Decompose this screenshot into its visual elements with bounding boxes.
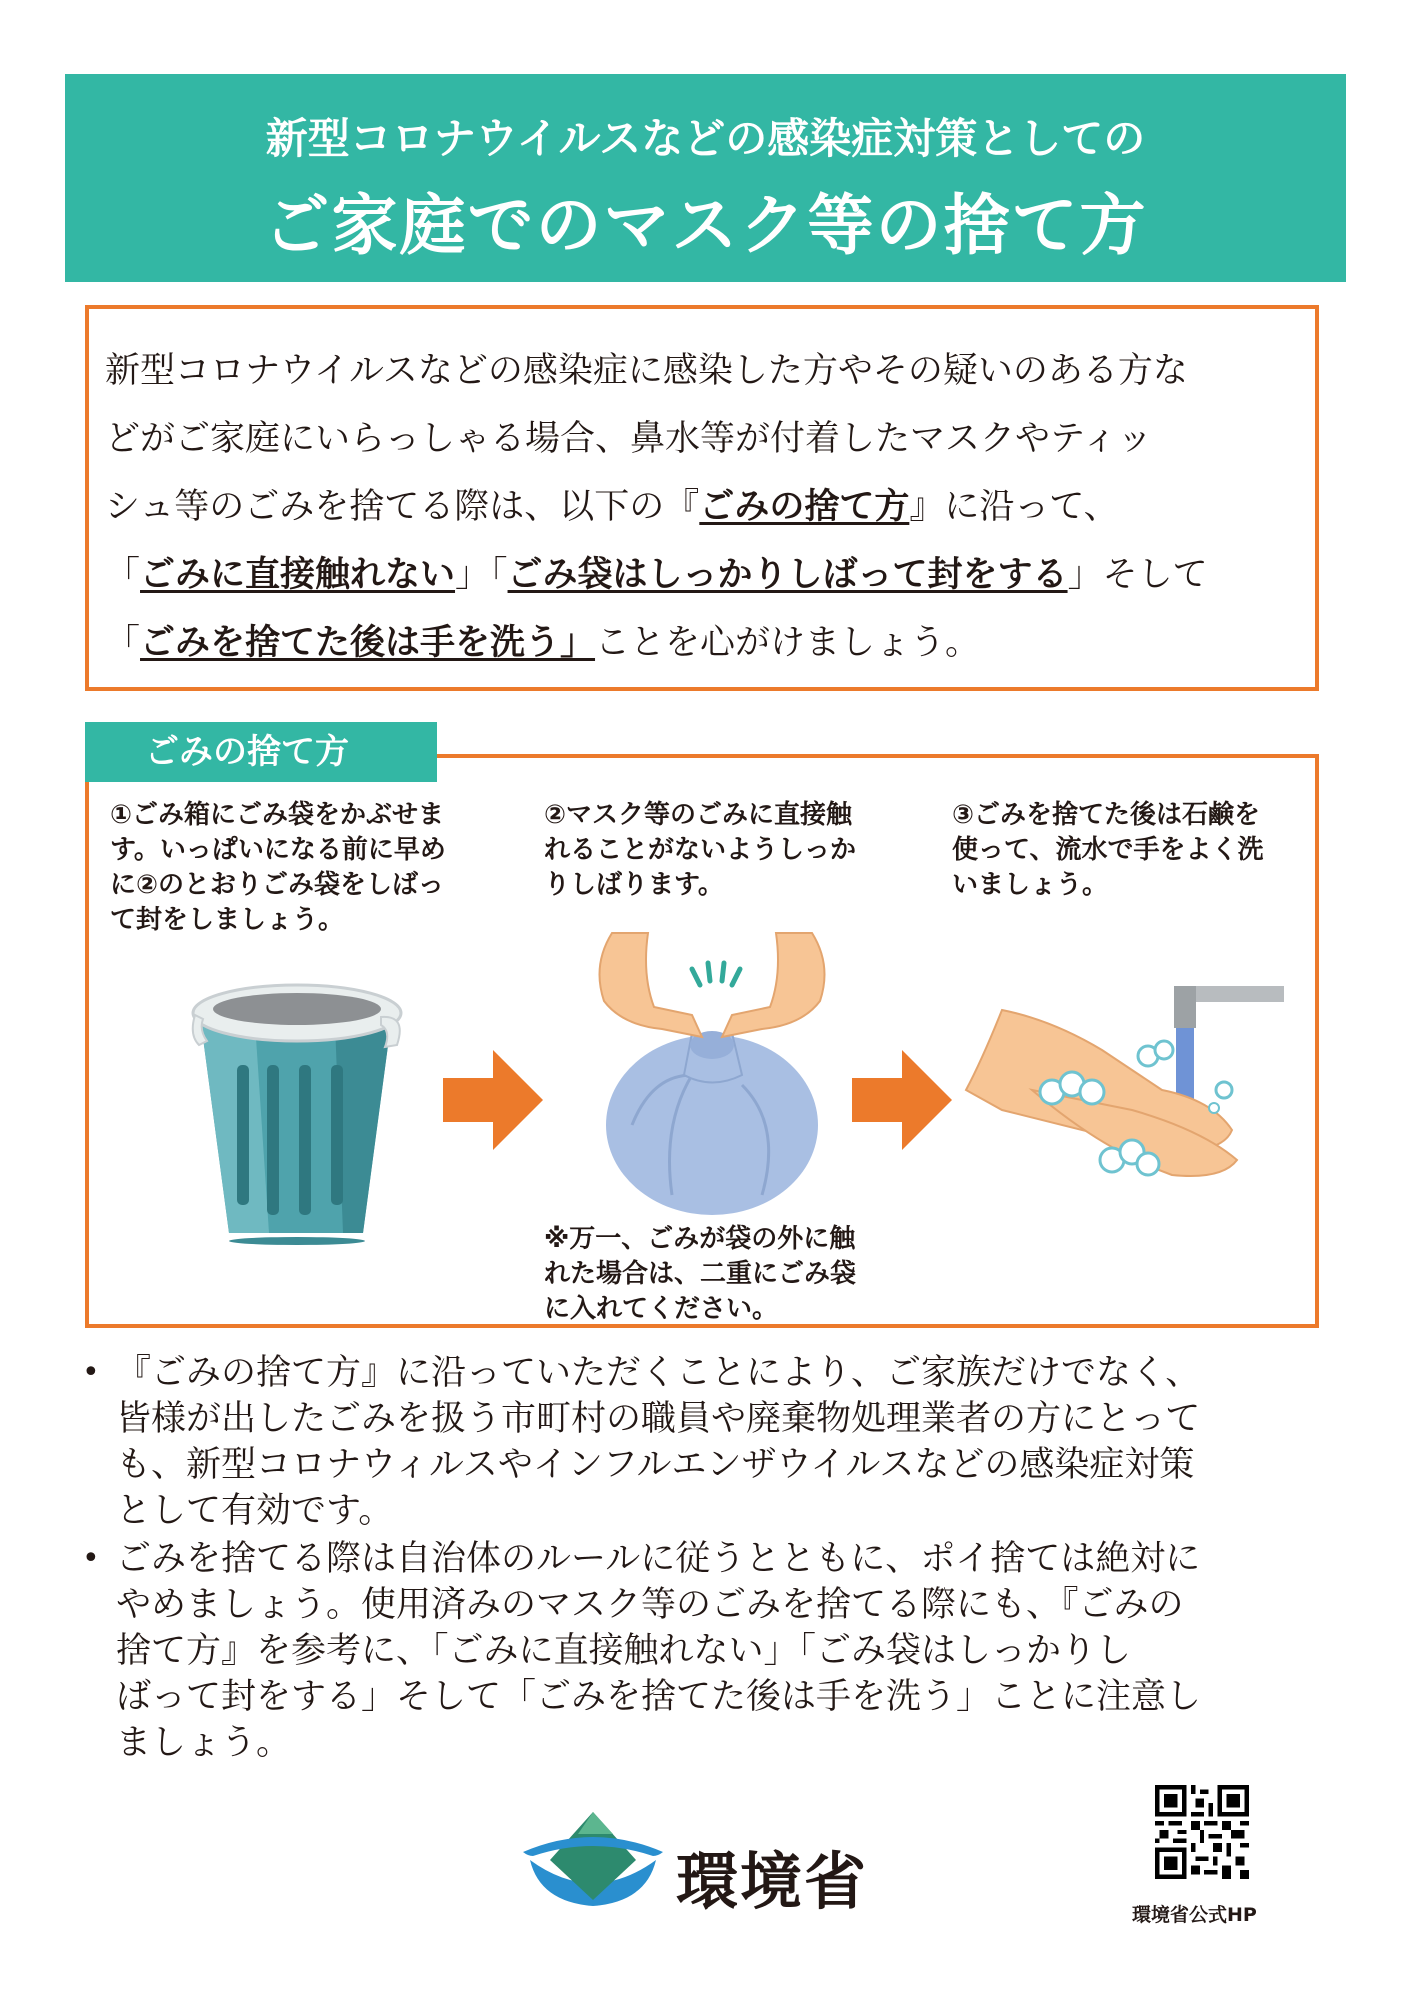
intro-emphasis: ごみに直接触れない: [140, 555, 456, 595]
step-3-line: ③ごみを捨てた後は石鹸を: [952, 800, 1261, 830]
bullet-mark: •: [82, 1541, 100, 1576]
intro-text: 「: [105, 555, 141, 595]
bullet-line: として有効です。: [116, 1491, 394, 1531]
bullet-line: も、新型コロナウィルスやインフルエンザウイルスなどの感染症対策: [116, 1445, 1195, 1485]
intro-line-3: [105, 473, 1299, 541]
ministry-logo-icon: [518, 1802, 668, 1912]
intro-line-5: [105, 609, 1299, 677]
bullet-line: ばって封をする」そして「ごみを捨てた後は手を洗う」ことに注意し: [116, 1677, 1202, 1717]
step-3-line: いましょう。: [952, 870, 1109, 900]
bullet-mark: •: [82, 1355, 100, 1390]
step-2-line: りしばります。: [544, 870, 724, 900]
note-line: ※万一、ごみが袋の外に触: [544, 1224, 856, 1254]
note-text: [544, 1222, 856, 1327]
intro-text: 』に沿って、: [909, 487, 1119, 527]
step-1-text: [110, 798, 446, 938]
step-1-line: に②のとおりごみ袋をしばっ: [110, 870, 445, 900]
intro-text: 」「: [455, 555, 508, 595]
intro-emphasis: ごみを捨てた後は手を洗う」: [140, 623, 596, 663]
ministry-name: 環境省: [676, 1845, 869, 1918]
hand-washing-icon: [962, 980, 1292, 1190]
banner-title: ご家庭でのマスク等の捨て方: [263, 187, 1148, 264]
arrow-right-icon: [443, 1050, 543, 1150]
bullet-line: ましょう。: [116, 1723, 292, 1763]
note-line: れた場合は、二重にごみ袋: [544, 1259, 857, 1289]
steps-tab: ごみの捨て方: [85, 722, 437, 782]
step-3-text: [952, 798, 1263, 903]
intro-text: シュ等のごみを捨てる際は、以下の『: [105, 487, 700, 527]
bullet-line: 皆様が出したごみを扱う市町村の職員や廃棄物処理業者の方にとって: [116, 1399, 1201, 1439]
bullet-line: やめましょう。使用済みのマスク等のごみを捨てる際にも、『ごみの: [116, 1585, 1184, 1625]
intro-line-1: 新型コロナウイルスなどの感染症に感染した方やその疑いのある方な: [105, 351, 1188, 391]
qr-label: 環境省公式HP: [1132, 1904, 1257, 1926]
arrow-right-icon: [852, 1050, 952, 1150]
tied-garbage-bag-icon: [592, 925, 832, 1225]
title-banner: [65, 74, 1346, 282]
trash-bin-icon: [185, 975, 410, 1245]
step-1-line: す。いっぱいになる前に早め: [110, 835, 446, 865]
note-line: に入れてください。: [544, 1294, 779, 1324]
bullet-item: [78, 1350, 1338, 1534]
intro-emphasis: ごみ袋はしっかりしばって封をする: [507, 555, 1068, 595]
banner-subtitle: 新型コロナウイルスなどの感染症対策としての: [265, 114, 1146, 163]
step-1-line: て封をしましょう。: [110, 905, 345, 935]
intro-box: [85, 305, 1319, 691]
intro-line-4: [105, 541, 1299, 609]
step-2-line: ②マスク等のごみに直接触: [544, 800, 853, 830]
step-2-line: れることがないようしっか: [544, 835, 857, 865]
step-1-line: ①ごみ箱にごみ袋をかぶせま: [110, 800, 445, 830]
bullet-line: 捨て方』を参考に、「ごみに直接触れない」「ごみ袋はしっかりし: [116, 1631, 1132, 1671]
intro-text: 「: [105, 623, 141, 663]
intro-line-2: どがご家庭にいらっしゃる場合、鼻水等が付着したマスクやティッ: [105, 419, 1153, 459]
intro-emphasis: ごみの捨て方: [699, 487, 910, 527]
bullet-line: ごみを捨てる際は自治体のルールに従うとともに、ポイ捨ては絶対に: [116, 1539, 1201, 1579]
bullet-item: [78, 1536, 1338, 1766]
step-2-text: [544, 798, 856, 903]
bullet-line: 『ごみの捨て方』に沿っていただくことにより、ご家族だけでなく、: [116, 1353, 1201, 1393]
bullet-list: [78, 1350, 1338, 1766]
step-3-line: 使って、流水で手をよく洗: [952, 835, 1264, 865]
intro-text: 」そして: [1067, 555, 1208, 595]
intro-text: ことを心がけましょう。: [595, 623, 981, 663]
qr-code-icon[interactable]: [1155, 1785, 1249, 1879]
